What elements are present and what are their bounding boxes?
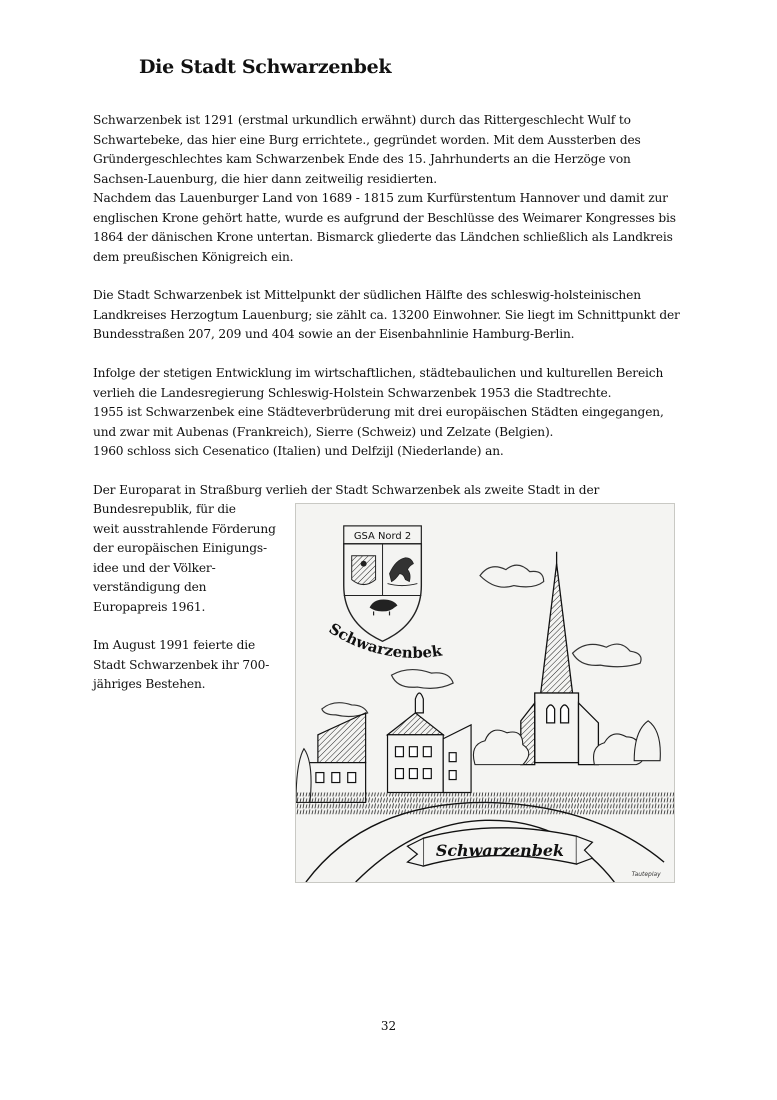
text-line: Schwartebeke, das hier eine Burg errichtete., gegründet worden. Mit dem Aussterben des <box>93 132 641 147</box>
text-line: Sachsen-Lauenburg, die hier dann zeitweilig residierten. <box>93 171 437 186</box>
page-number: 32 <box>380 1019 397 1033</box>
text-line: dem preußischen Königreich ein. <box>93 249 294 264</box>
paragraph-europe-prize-intro <box>93 481 693 501</box>
text-line: weit ausstrahlende Förderung <box>93 521 276 536</box>
text-line: Europapreis 1961. <box>93 599 206 614</box>
text-line: verlieh die Landesregierung Schleswig-Holstein Schwarzenbek 1953 die Stadtrechte. <box>93 385 612 400</box>
paragraph-history <box>93 111 693 267</box>
town-sketch-drawing <box>296 504 674 882</box>
text-line: Infolge der stetigen Entwicklung im wirtschaftlichen, städtebaulichen und kulturellen Bereich <box>93 366 664 380</box>
text-line: und zwar mit Aubenas (Frankreich), Sierre (Schweiz) und Zelzate (Belgien). <box>93 424 554 439</box>
text-line: 1960 schloss sich Cesenatico (Italien) und Delfzijl (Niederlande) an. <box>93 444 504 458</box>
text-line: Landkreises Herzogtum Lauenburg; sie zählt ca. 13200 Einwohner. Sie liegt im Schnittpunkt der <box>93 307 680 322</box>
paragraph-anniversary <box>93 636 293 695</box>
text-line: idee und der Völker- <box>93 560 216 575</box>
text-line: Bundesstraßen 207, 209 und 404 sowie an der Eisenbahnlinie Hamburg-Berlin. <box>93 327 575 341</box>
text-line: der europäischen Einigungs- <box>93 541 267 555</box>
arc-text: Schwarzenbek <box>325 619 444 662</box>
text-line: englischen Krone gehört hatte, wurde es aufgrund der Beschlüsse des Weimarer Kongresses bis <box>93 210 676 225</box>
text-line: jähriges Bestehen. <box>93 677 206 691</box>
paragraph-europe-prize <box>93 500 293 617</box>
text-line: 1864 der dänischen Krone untertan. Bismarck gliederte das Ländchen schließlich als Landkreis <box>93 230 673 244</box>
text-line: Schwarzenbek ist 1291 (erstmal urkundlich erwähnt) durch das Rittergeschlecht Wulf to <box>93 113 631 127</box>
paragraph-geography <box>93 286 693 345</box>
text-line: verständigung den <box>93 580 207 594</box>
text-line: Die Stadt Schwarzenbek ist Mittelpunkt der südlichen Hälfte des schleswig-holsteinischen <box>93 288 641 302</box>
text-line: Im August 1991 feierte die <box>93 638 256 652</box>
signature-text: Tauteplay <box>631 871 661 879</box>
text-line: Der Europarat in Straßburg verlieh der Stadt Schwarzenbek als zweite Stadt in der <box>93 483 600 497</box>
badge-text: GSA Nord 2 <box>353 530 412 542</box>
text-line: Nachdem das Lauenburger Land von 1689 - 1815 zum Kurfürstentum Hannover und damit zur <box>93 191 668 205</box>
paragraph-development <box>93 364 693 462</box>
banner-text: Schwarzenbek <box>435 841 564 861</box>
text-line: Stadt Schwarzenbek ihr 700- <box>93 657 270 672</box>
text-line: 1955 ist Schwarzenbek eine Städteverbrüderung mit drei europäischen Städten eingegangen, <box>93 405 664 419</box>
eagle-emblem <box>352 556 376 585</box>
text-line: Gründergeschlechtes kam Schwarzenbek Ende des 15. Jahrhunderts an die Herzöge von <box>93 152 631 166</box>
page-title: Die Stadt Schwarzenbek <box>139 56 392 78</box>
text-line: Bundesrepublik, für die <box>93 502 236 516</box>
town-sketch-image <box>295 503 675 883</box>
hedge-sketch <box>296 792 674 814</box>
